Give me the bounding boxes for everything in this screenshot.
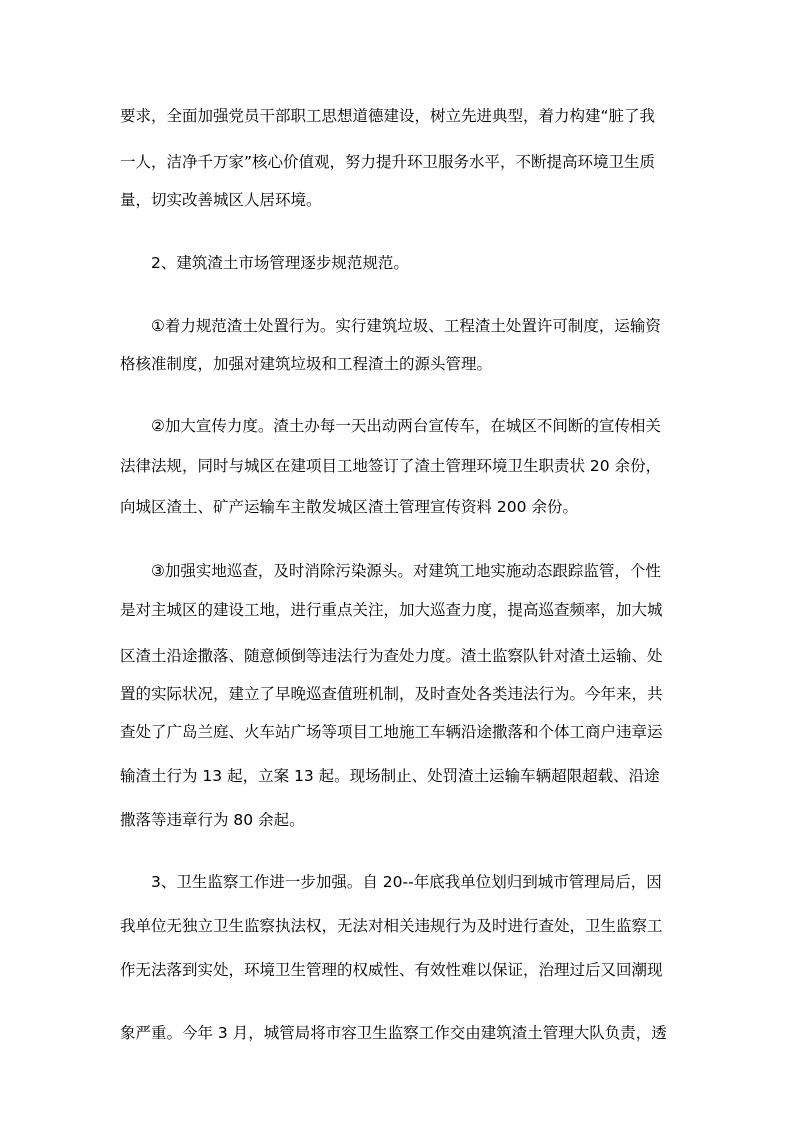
text-line: 输渣土行为 13 起，立案 13 起。现场制止、处罚渣土运输车辆超限超载、沿途: [120, 767, 660, 785]
section-heading: 3、卫生监察工作进一步加强。自 20--年底我单位划归到城市管理局后，因: [120, 873, 662, 891]
text-line: 格核准制度，加强对建筑垃圾和工程渣土的源头管理。: [120, 355, 493, 373]
text-line: 量，切实改善城区人居环境。: [120, 191, 322, 209]
section-heading: 2、建筑渣土市场管理逐步规范规范。: [120, 254, 409, 272]
text-line: 我单位无独立卫生监察执法权，无法对相关违规行为及时进行查处，卫生监察工: [120, 917, 663, 935]
text-line: 作无法落到实处，环境卫生管理的权威性、有效性难以保证，治理过后又回潮现: [120, 961, 663, 979]
text-line: ③加强实地巡查，及时消除污染源头。对建筑工地实施动态跟踪监管，个性: [120, 562, 661, 580]
text-line: 撒落等违章行为 80 余起。: [120, 811, 305, 829]
text-line: 查处了广岛兰庭、火车站广场等项目工地施工车辆沿途撒落和个体工商户违章运: [120, 723, 663, 741]
text-line: 区渣土沿途撒落、随意倾倒等违法行为查处力度。渣土监察队针对渣土运输、处: [120, 647, 663, 665]
text-line: 是对主城区的建设工地，进行重点关注，加大巡查力度，提高巡查频率，加大城: [120, 601, 663, 619]
text-line: 法律法规，同时与城区在建项目工地签订了渣土管理环境卫生职责状 20 余份，: [120, 457, 662, 475]
text-line: 要求，全面加强党员干部职工思想道德建设，树立先进典型，着力构建“脏了我: [120, 107, 656, 125]
text-line: ①着力规范渣土处置行为。实行建筑垃圾、工程渣土处置许可制度，运输资: [120, 317, 661, 335]
text-line: 向城区渣土、矿产运输车主散发城区渣土管理宣传资料 200 余份。: [120, 498, 578, 516]
text-line: 象严重。今年 3 月，城管局将市容卫生监察工作交由建筑渣土管理大队负责，透: [120, 1024, 667, 1042]
text-line: ②加大宣传力度。渣土办每一天出动两台宣传车，在城区不间断的宣传相关: [120, 417, 661, 435]
text-line: 置的实际状况，建立了早晚巡查值班机制，及时查处各类违法行为。今年来，共: [120, 685, 663, 703]
text-line: 一人，洁净千万家”核心价值观，努力提升环卫服务水平，不断提高环境卫生质: [120, 153, 656, 171]
